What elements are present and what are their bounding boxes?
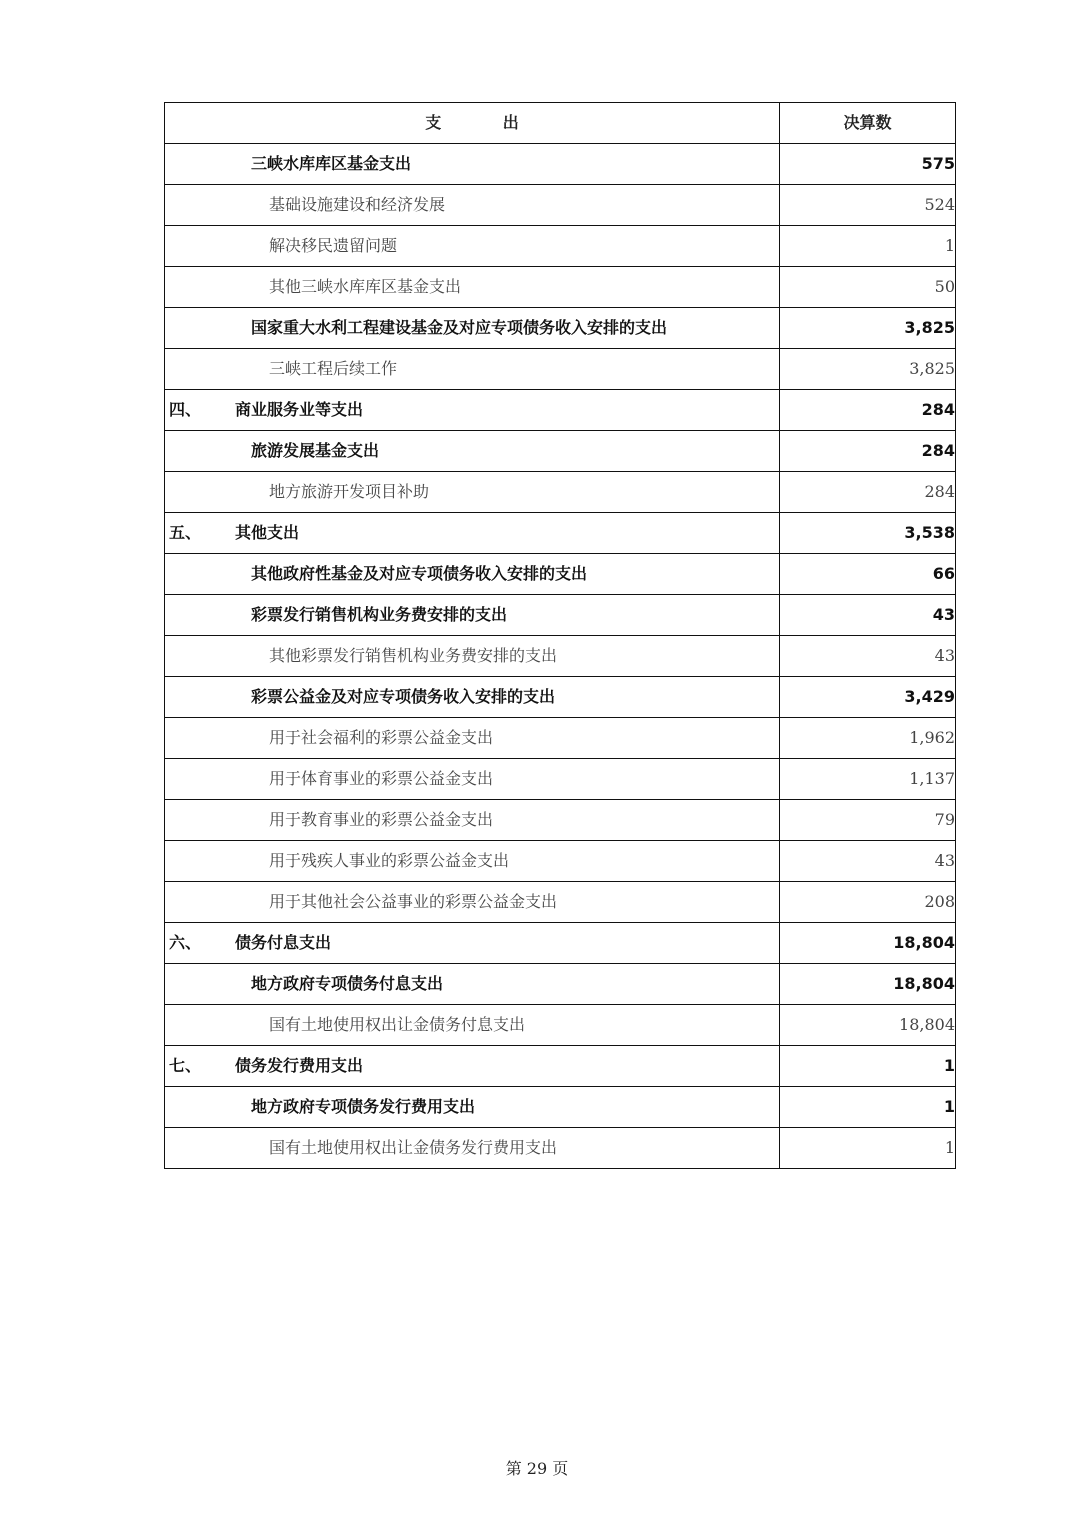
- item-label: 三峡水库库区基金支出: [251, 154, 412, 173]
- item-label: 彩票公益金及对应专项债务收入安排的支出: [251, 687, 556, 706]
- table-row: [165, 513, 956, 554]
- item-label: 用于其他社会公益事业的彩票公益金支出: [269, 892, 558, 911]
- table-row: [165, 308, 956, 349]
- amount-cell: 1,137: [780, 759, 956, 800]
- item-label: 彩票发行销售机构业务费安排的支出: [251, 605, 508, 624]
- amount-cell: 1: [780, 1046, 956, 1087]
- amount-cell: 66: [780, 554, 956, 595]
- amount-cell: 3,825: [780, 308, 956, 349]
- item-name-cell: [165, 1005, 780, 1046]
- item-name-cell: [165, 595, 780, 636]
- item-name-cell: [165, 349, 780, 390]
- item-name-cell: [165, 636, 780, 677]
- table-row: [165, 1128, 956, 1169]
- expenditure-table: [164, 102, 956, 1169]
- item-label: 旅游发展基金支出: [251, 441, 380, 460]
- amount-cell: 3,429: [780, 677, 956, 718]
- table-row: [165, 1005, 956, 1046]
- item-name-cell: [165, 513, 780, 554]
- item-label: 债务付息支出: [235, 933, 332, 952]
- item-label: 国有土地使用权出让金债务付息支出: [269, 1015, 526, 1034]
- amount-cell: 1: [780, 226, 956, 267]
- item-name-cell: [165, 923, 780, 964]
- table-row: [165, 882, 956, 923]
- item-label: 用于体育事业的彩票公益金支出: [269, 769, 494, 788]
- table-row: [165, 472, 956, 513]
- table-row: [165, 1046, 956, 1087]
- item-label: 基础设施建设和经济发展: [269, 195, 446, 214]
- amount-cell: 79: [780, 800, 956, 841]
- amount-cell: 1,962: [780, 718, 956, 759]
- table-row: [165, 841, 956, 882]
- table-row: [165, 226, 956, 267]
- amount-cell: 208: [780, 882, 956, 923]
- amount-cell: 43: [780, 636, 956, 677]
- category-number: 五、: [169, 523, 202, 542]
- amount-cell: 43: [780, 595, 956, 636]
- column-header-item: 支 出: [165, 103, 780, 144]
- amount-cell: 284: [780, 390, 956, 431]
- table-body: [165, 144, 956, 1169]
- table-row: [165, 718, 956, 759]
- amount-cell: 284: [780, 472, 956, 513]
- table-row: [165, 431, 956, 472]
- page-number: 第 29 页: [505, 1459, 569, 1478]
- column-header-value: 决算数: [780, 103, 956, 144]
- item-name-cell: [165, 226, 780, 267]
- table-row: [165, 964, 956, 1005]
- amount-cell: 524: [780, 185, 956, 226]
- amount-cell: 18,804: [780, 964, 956, 1005]
- item-name-cell: [165, 718, 780, 759]
- table-row: [165, 144, 956, 185]
- amount-cell: 3,825: [780, 349, 956, 390]
- table-row: [165, 185, 956, 226]
- item-label: 国家重大水利工程建设基金及对应专项债务收入安排的支出: [251, 318, 668, 337]
- amount-cell: 575: [780, 144, 956, 185]
- item-name-cell: [165, 882, 780, 923]
- item-name-cell: [165, 390, 780, 431]
- table-header-row: [165, 103, 956, 144]
- amount-cell: 1: [780, 1128, 956, 1169]
- item-name-cell: [165, 267, 780, 308]
- item-name-cell: [165, 144, 780, 185]
- table-row: [165, 267, 956, 308]
- amount-cell: 50: [780, 267, 956, 308]
- item-name-cell: [165, 1087, 780, 1128]
- item-label: 债务发行费用支出: [235, 1056, 364, 1075]
- item-name-cell: [165, 308, 780, 349]
- item-label: 地方政府专项债务发行费用支出: [251, 1097, 476, 1116]
- category-number: 四、: [169, 400, 202, 419]
- item-label: 其他彩票发行销售机构业务费安排的支出: [269, 646, 558, 665]
- item-label: 用于社会福利的彩票公益金支出: [269, 728, 494, 747]
- item-name-cell: [165, 554, 780, 595]
- item-label: 用于残疾人事业的彩票公益金支出: [269, 851, 510, 870]
- item-label: 其他政府性基金及对应专项债务收入安排的支出: [251, 564, 588, 583]
- item-name-cell: [165, 472, 780, 513]
- table-row: [165, 923, 956, 964]
- category-number: 六、: [169, 933, 202, 952]
- amount-cell: 1: [780, 1087, 956, 1128]
- item-name-cell: [165, 1046, 780, 1087]
- item-label: 国有土地使用权出让金债务发行费用支出: [269, 1138, 558, 1157]
- amount-cell: 284: [780, 431, 956, 472]
- item-label: 用于教育事业的彩票公益金支出: [269, 810, 494, 829]
- table-row: [165, 390, 956, 431]
- table-row: [165, 677, 956, 718]
- table-row: [165, 554, 956, 595]
- item-name-cell: [165, 185, 780, 226]
- item-name-cell: [165, 841, 780, 882]
- item-name-cell: [165, 759, 780, 800]
- table-row: [165, 800, 956, 841]
- item-name-cell: [165, 677, 780, 718]
- table-row: [165, 759, 956, 800]
- item-label: 其他支出: [235, 523, 300, 542]
- amount-cell: 18,804: [780, 1005, 956, 1046]
- amount-cell: 18,804: [780, 923, 956, 964]
- item-label: 商业服务业等支出: [235, 400, 364, 419]
- item-label: 三峡工程后续工作: [269, 359, 398, 378]
- item-name-cell: [165, 800, 780, 841]
- item-label: 地方政府专项债务付息支出: [251, 974, 444, 993]
- table-row: [165, 1087, 956, 1128]
- item-label: 解决移民遗留问题: [269, 236, 398, 255]
- category-number: 七、: [169, 1056, 202, 1075]
- item-label: 地方旅游开发项目补助: [269, 482, 430, 501]
- item-name-cell: [165, 964, 780, 1005]
- item-name-cell: [165, 431, 780, 472]
- table-row: [165, 636, 956, 677]
- table-row: [165, 349, 956, 390]
- amount-cell: 43: [780, 841, 956, 882]
- item-name-cell: [165, 1128, 780, 1169]
- item-label: 其他三峡水库库区基金支出: [269, 277, 462, 296]
- table-row: [165, 595, 956, 636]
- amount-cell: 3,538: [780, 513, 956, 554]
